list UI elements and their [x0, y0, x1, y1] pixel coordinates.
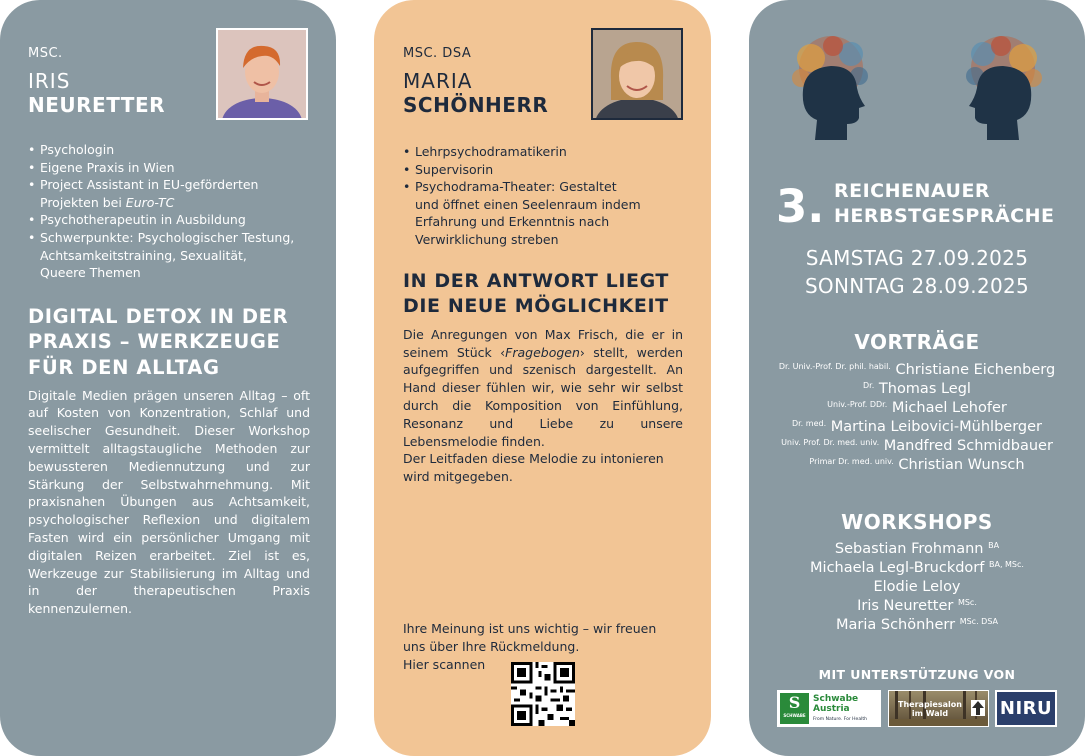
feedback-line: Hier scannen: [403, 656, 486, 672]
workshop-description: Digitale Medien prägen unseren Alltag – oft auf Kosten von Konzentration, Schlaf und seelischer Gesundheit. Dieser Workshop vermittelt alltagstaugliche Methoden zur bewussteren Mediennutzung und zur Stärkung der Selbstwahrnehmung. Mit praxisnahen Übungen aus Achtsamkeit, psychologischer Reflexion und digitalem Fasten wird ein persönlicher Umgang mit digitalen Reizen erarbeitet. Ziel ist es, Werkzeuge zur Stabilisierung im Alltag und in der therapeutischen Praxis kennenzulernen.: [28, 387, 310, 617]
workshop-leader-name: Michaela Legl-Bruckdorf: [810, 560, 985, 576]
speaker-bullet-list: [403, 143, 683, 249]
lecture-speaker-name: Martina Leibovici-Mühlberger: [830, 419, 1043, 435]
list-item-text: Psychodrama-Theater: Gestaltet: [415, 179, 617, 195]
list-item-italic: Euro-TC: [125, 194, 175, 210]
workshop-leader-name: Elodie Leloy: [873, 579, 961, 595]
event-panel: [749, 0, 1085, 756]
schwabe-logo: [777, 690, 881, 727]
lecture-speaker-name: Mandfred Schmidbauer: [883, 438, 1053, 454]
description-text: › stellt, werden aufgegriffen und szenisch dargestellt. An Hand dieser fühlen wir, wie sehr wir selbst durch die Komposition von Einfühlung, Resonanz und Liebe zu unsere Lebensmelodie finden.: [403, 344, 683, 449]
left-head-icon: [792, 36, 868, 140]
speaker-first-name: IRIS: [28, 69, 71, 93]
list-item: • Supervisorin: [403, 161, 683, 179]
workshop-leader-name: Maria Schönherr: [835, 617, 956, 633]
list-item-text: Verwirklichung streben: [415, 231, 559, 247]
workshop-description: [403, 326, 683, 451]
speaker-panel-neuretter: [0, 0, 336, 756]
list-item: [28, 176, 310, 211]
workshop-leader: [749, 560, 1085, 576]
speaker-title: MSC.: [28, 46, 63, 61]
headline-line: DIGITAL DETOX IN DER: [28, 304, 289, 328]
list-item: • Psychotherapeutin in Ausbildung: [28, 211, 310, 229]
workshop-leader-suffix: MSc.: [957, 598, 977, 607]
arrow-up-icon: [971, 700, 985, 716]
list-item: • Eigene Praxis in Wien: [28, 159, 310, 177]
lecture-speaker-prefix: Univ. Prof. Dr. med. univ.: [781, 438, 880, 447]
description-text: Die Anregungen von Max Frisch, die er in seinem Stück ‹: [403, 326, 683, 360]
list-item: • Lehrpsychodramatikerin: [403, 143, 683, 161]
edition-number: 3.: [776, 180, 825, 233]
speaker-title: MSC. DSA: [403, 46, 472, 61]
workshop-leader-name: Sebastian Frohmann: [834, 541, 984, 557]
workshops-heading: WORKSHOPS: [841, 510, 993, 534]
workshop-leader-suffix: BA, MSc.: [988, 560, 1024, 569]
lecture-speaker: [749, 362, 1085, 378]
schwabe-mark-label: SCHWABE: [783, 713, 806, 718]
support-heading: MIT UNTERSTÜTZUNG VON: [818, 667, 1016, 682]
right-head-icon: [966, 36, 1042, 140]
list-item: • Psychologin: [28, 141, 310, 159]
schwabe-name: Schwabe: [813, 694, 859, 704]
workshop-leader-suffix: MSc. DSA: [959, 617, 999, 626]
workshop-leader-name: Iris Neuretter: [857, 598, 954, 614]
lecture-speaker-prefix: Primar Dr. med. univ.: [809, 457, 894, 466]
lecture-speaker-name: Thomas Legl: [878, 381, 971, 397]
therapiesalon-line: im Wald: [911, 709, 949, 718]
speaker-panel-schoenherr: [374, 0, 711, 756]
workshop-headline: [28, 304, 310, 381]
schwabe-mark-icon: S SCHWABE: [780, 693, 809, 724]
headline-line: DIE NEUE MÖGLICHKEIT: [403, 295, 669, 318]
therapiesalon-logo: [888, 690, 989, 727]
headline-line: FÜR DEN ALLTAG: [28, 355, 220, 379]
therapiesalon-wordmark: [889, 700, 971, 718]
event-date-sunday: SONNTAG 28.09.2025: [804, 274, 1030, 298]
lecture-speaker-name: Michael Lehofer: [891, 400, 1007, 416]
lecture-speaker-prefix: Dr.: [863, 381, 875, 390]
headline-line: PRAXIS – WERKZEUGE: [28, 330, 281, 354]
speaker-first-name: MARIA: [403, 69, 473, 93]
lecture-speaker: [749, 419, 1085, 435]
lecture-speaker: [749, 438, 1085, 454]
list-item-text: Schwerpunkte: Psychologischer Testung,: [40, 229, 295, 245]
therapiesalon-line: Therapiesalon: [898, 700, 962, 709]
workshop-leader: [749, 598, 1085, 614]
list-item: [28, 229, 310, 282]
list-item-text: und öffnet einen Seelenraum indem: [415, 196, 641, 212]
niru-logo: NIRU: [995, 690, 1057, 727]
workshop-leader-suffix: BA: [988, 541, 1000, 550]
list-item-text: Project Assistant in EU-geförderten: [40, 177, 259, 193]
schwabe-country: Austria: [813, 704, 850, 714]
workshop-leader: [749, 579, 1085, 595]
feedback-line: uns über Ihre Rückmeldung.: [403, 638, 580, 654]
lecture-speaker-prefix: Dr. med.: [791, 419, 827, 428]
lecture-speaker-name: Christian Wunsch: [898, 457, 1025, 473]
speaker-bullet-list: [28, 141, 310, 282]
schwabe-tagline: From Nature. For Health: [813, 717, 867, 722]
heads-illustration: [771, 28, 1063, 148]
lecture-speaker-prefix: Univ.-Prof. DDr.: [827, 400, 888, 409]
speaker-photo-neuretter: [216, 28, 308, 120]
workshop-description-line2: Der Leitfaden diese Melodie zu intonieren wird mitgegeben.: [403, 451, 664, 485]
list-item-text: Projekten bei: [40, 194, 126, 210]
lecture-speaker-prefix: Dr. Univ.-Prof. Dr. phil. habil.: [778, 362, 891, 371]
lecture-speaker-name: Christiane Eichenberg: [895, 362, 1056, 378]
list-item-text: Erfahrung und Erkenntnis nach: [415, 214, 610, 230]
feedback-line: Ihre Meinung ist uns wichtig – wir freuen: [403, 621, 657, 636]
event-title: [834, 179, 1054, 229]
list-item-text: Queere Themen: [40, 265, 141, 281]
description-italic: Fragebogen: [505, 344, 580, 360]
lecture-speaker: [749, 457, 1085, 473]
list-item-text: Achtsamkeitstraining, Sexualität,: [40, 247, 247, 263]
lectures-heading: VORTRÄGE: [854, 330, 980, 354]
schwabe-wordmark: [813, 694, 858, 714]
workshop-leader: [749, 541, 1085, 557]
headline-line: IN DER ANTWORT LIEGT: [403, 269, 669, 292]
qr-code[interactable]: [511, 662, 575, 726]
list-item: [403, 178, 683, 248]
speaker-photo-schoenherr: [591, 28, 683, 120]
lecture-speaker: [749, 400, 1085, 416]
event-date-saturday: SAMSTAG 27.09.2025: [805, 246, 1029, 270]
speaker-last-name: SCHÖNHERR: [403, 93, 549, 117]
speaker-last-name: NEURETTER: [28, 93, 166, 117]
event-title-line: HERBSTGESPRÄCHE: [834, 205, 1055, 227]
lecture-speaker: [749, 381, 1085, 397]
workshop-headline: [403, 269, 683, 320]
event-title-line: REICHENAUER: [834, 180, 991, 202]
workshop-leader: [749, 617, 1085, 633]
